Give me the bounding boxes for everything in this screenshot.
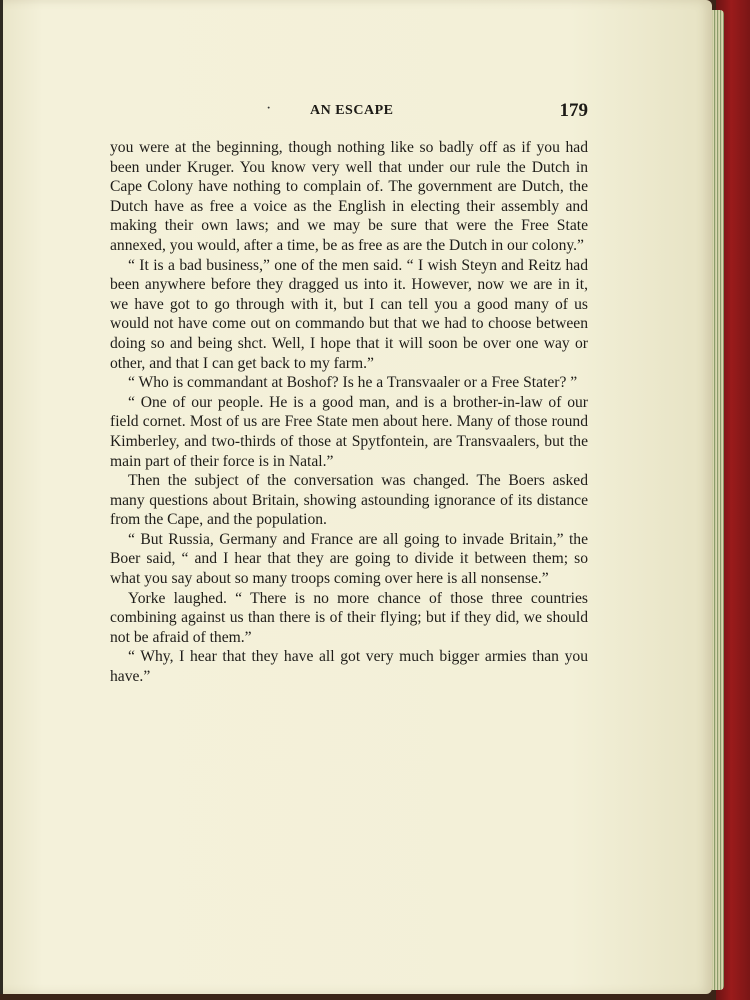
page-gutter	[0, 0, 3, 994]
page-number: 179	[559, 100, 588, 121]
paragraph: “ It is a bad business,” one of the men said. “ I wish Steyn and Reitz had been anywhere before they dragged us into it. However, now we are in it, we have got to go through with it, but I can tell you a good many of us would not have come out on commando but that we had to choose between doing so and being shct. Well, I hope that it will soon be over one way or other, and that I can get back to my farm.”	[110, 256, 588, 372]
paragraph: “ Why, I hear that they have all got very much bigger armies than you have.”	[110, 648, 588, 686]
ornament-dot: ·	[266, 100, 272, 117]
paragraph: “ One of our people. He is a good man, and is a brother-in-law of our field cornet. Most of us are Free State men about here. Many of those round Kimberley, and two-thirds of those at Spytfontein, are Transvaalers, but the main part of their force is in Natal.”	[110, 393, 588, 470]
paragraph: “ Who is commandant at Boshof? Is he a Transvaaler or a Free Stater? ”	[128, 374, 578, 392]
running-head	[110, 100, 588, 122]
paragraph: Yorke laughed. “ There is no more chance of those three countries combining against us than there is of their flying; but if they did, we should not be afraid of them.”	[110, 589, 588, 646]
paragraph: you were at the beginning, though nothing like so badly off as if you had been under Kruger. You know very well that under our rule the Dutch in Cape Colony have nothing to complain of. The government are Dutch, the Dutch have as free a voice as the English in electing their assembly and making their own laws; and we may be sure that were the Free State annexed, you would, after a time, be as free as are the Dutch in our colony.”	[110, 139, 588, 254]
body-text	[110, 138, 588, 687]
paragraph: “ But Russia, Germany and France are all going to invade Britain,” the Boer said, “ and I hear that they are going to divide it between them; so what you say about so many troops coming over here is all nonsense.”	[110, 530, 588, 588]
chapter-title: AN ESCAPE	[310, 103, 394, 118]
paragraph: Then the subject of the conversation was changed. The Boers asked many questions about Britain, showing astounding ignorance of its distance from the Cape, and the population.	[110, 472, 588, 529]
